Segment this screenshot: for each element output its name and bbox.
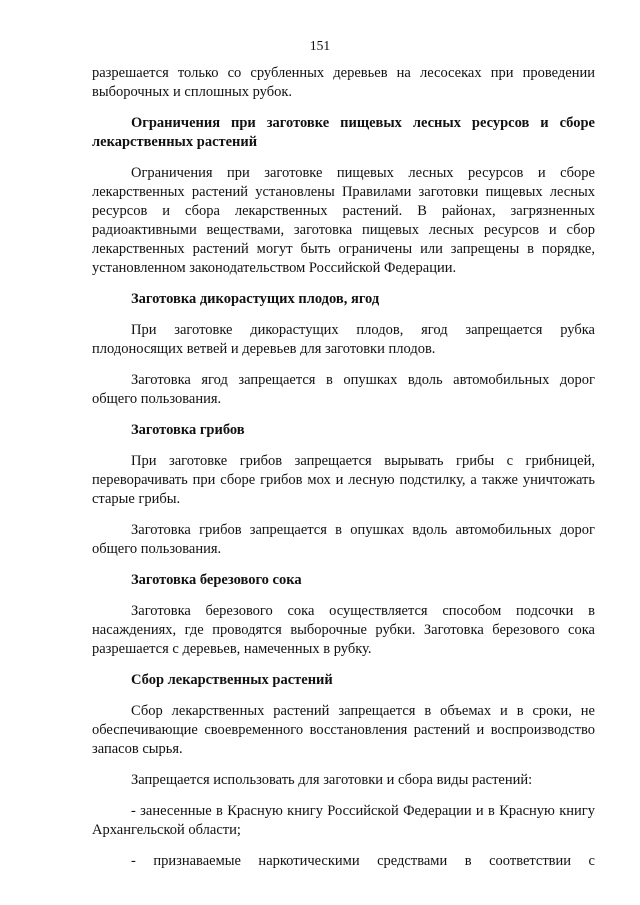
- heading-birch-sap: Заготовка березового сока: [131, 572, 302, 588]
- heading-mushrooms: Заготовка грибов: [131, 422, 245, 438]
- heading-restrictions: Ограничения при заготовке пищевых лесных ресурсов и сборе лекарственных растений: [92, 115, 595, 150]
- paragraph-mushrooms-2: Заготовка грибов запрещается в опушках вдоль автомобильных дорог общего пользования.: [92, 522, 595, 557]
- heading-fruits: Заготовка дикорастущих плодов, ягод: [131, 291, 380, 307]
- paragraph-medicinal-1: Сбор лекарственных растений запрещается в объемах и в сроки, не обеспечивающие своевременного восстановления растений и воспроизводство запасов сырья.: [92, 703, 595, 757]
- list-item-narcotic: - признаваемые наркотическими средствами в соответствии с: [131, 853, 595, 869]
- paragraph-birch-sap: Заготовка березового сока осуществляется способом подсочки в насаждениях, где проводятся выборочные рубки. Заготовка березового сока разрешается с деревьев, намеченных в рубку.: [92, 603, 595, 657]
- paragraph-intro: разрешается только со срубленных деревьев на лесосеках при проведении выборочных и сплошных рубок.: [92, 65, 595, 100]
- paragraph-fruits-1: При заготовке дикорастущих плодов, ягод запрещается рубка плодоносящих ветвей и деревьев для заготовки плодов.: [92, 322, 595, 357]
- document-body: [92, 64, 595, 883]
- paragraph-fruits-2: Заготовка ягод запрещается в опушках вдоль автомобильных дорог общего пользования.: [92, 372, 595, 407]
- paragraph-medicinal-2: Запрещается использовать для заготовки и сбора виды растений:: [131, 772, 533, 788]
- paragraph-mushrooms-1: При заготовке грибов запрещается вырывать грибы с грибницей, переворачивать при сборе грибов мох и лесную подстилку, а также уничтожать старые грибы.: [92, 453, 595, 507]
- page-number: 151: [309, 38, 331, 53]
- list-item-red-book: - занесенные в Красную книгу Российской Федерации и в Красную книгу Архангельской области;: [92, 803, 595, 838]
- paragraph-restrictions: Ограничения при заготовке пищевых лесных ресурсов и сборе лекарственных растений установлены Правилами заготовки пищевых лесных ресурсов и сбора лекарственных растений. В районах, загрязненных радиоактивными веществами, заготовка пищевых лесных ресурсов и сбор лекарственных растений могут быть ограничены или запрещены в порядке, установленном законодательством Российской Федерации.: [92, 165, 595, 276]
- heading-medicinal-plants: Сбор лекарственных растений: [131, 672, 333, 688]
